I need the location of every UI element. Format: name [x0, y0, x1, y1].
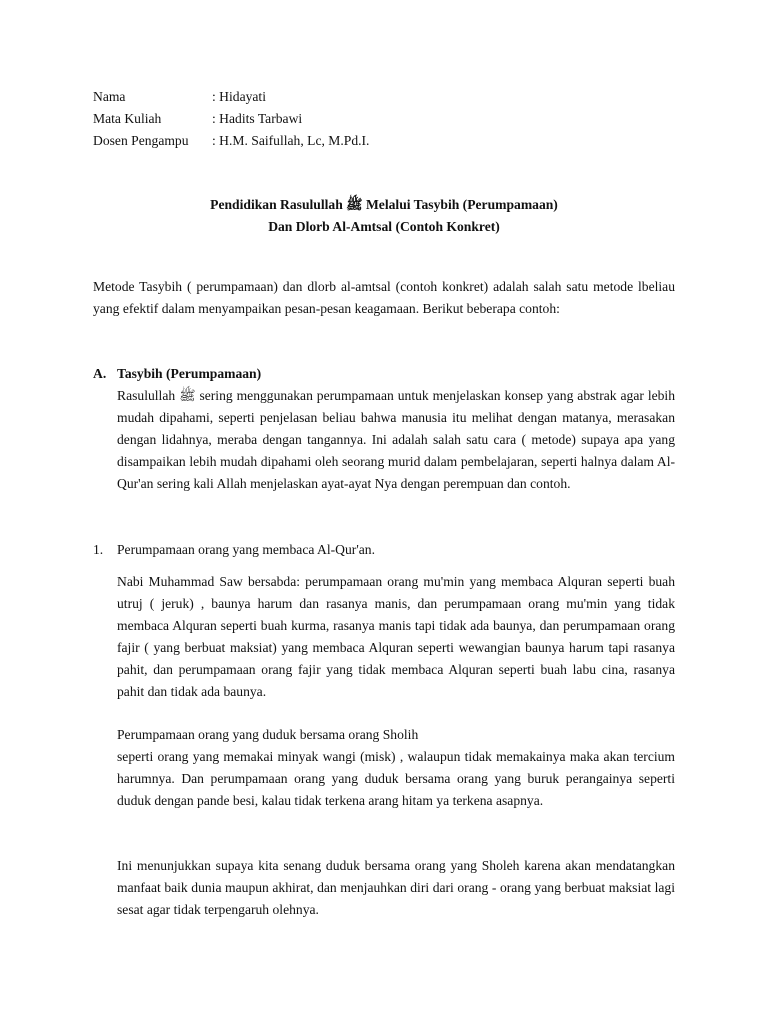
item-1-subheading	[117, 724, 418, 746]
item-marker: 1.	[93, 542, 104, 557]
info-row-mata-kuliah	[93, 108, 369, 130]
info-value: : Hadits Tarbawi	[212, 111, 303, 126]
info-label: Nama	[93, 89, 126, 104]
section-marker: A.	[93, 366, 107, 381]
item-1-paragraph-2	[117, 746, 675, 812]
info-value: : Hidayati	[212, 89, 266, 104]
section-title: Tasybih (Perumpamaan)	[117, 366, 262, 381]
student-info	[93, 86, 369, 152]
subheading-text: Perumpamaan orang yang duduk bersama orang Sholih	[117, 727, 419, 742]
paragraph-text: Nabi Muhammad Saw bersabda: perumpamaan orang mu'min yang membaca Alquran seperti buah utruj ( jeruk) , baunya harum dan rasanya manis, dan perumpamaan orang mu'min yang tidak membaca Alquran seperti buah kurma, rasanya manis tapi tidak ada baunya, dan perumpamaan orang fajir ( yang berbuat maksiat) yang membaca Alquran seperti wewangian baunya harum tapi rasanya pahit, dan perumpamaan orang fajir yang tidak membaca Alquran seperti buah labu cina, rasanya pahit dan tidak ada baunya.	[117, 574, 675, 699]
item-1-heading	[93, 539, 375, 561]
item-1-paragraph-3	[117, 855, 675, 921]
item-title: Perumpamaan orang yang membaca Al-Qur'an.	[117, 542, 375, 557]
intro-text: Metode Tasybih ( perumpamaan) dan dlorb al-amtsal (contoh konkret) adalah salah satu metode lbeliau yang efektif dalam menyampaikan pesan-pesan keagamaan. Berikut beberapa contoh:	[93, 279, 675, 316]
section-a-text: Rasulullah ﷺ sering menggunakan perumpamaan untuk menjelaskan konsep yang abstrak agar lebih mudah dipahami, seperti penjelasan beliau bahwa manusia itu melihat dengan matanya, merasakan dengan lidahnya, meraba dengan tangannya. Ini adalah salah satu cara ( metode) supaya apa yang disampaikan lebih mudah dipahami oleh seorang murid dalam pembelajaran, seperti halnya dalam Al-Qur'an sering kali Allah menjelaskan ayat-ayat Nya dengan perempuan dan contoh.	[117, 388, 676, 491]
title-line-2: Dan Dlorb Al-Amtsal (Contoh Konkret)	[268, 219, 500, 234]
paragraph-text: seperti orang yang memakai minyak wangi (misk) , walaupun tidak memakainya maka akan tercium harumnya. Dan perumpamaan orang yang duduk bersama orang yang buruk perangainya seperti duduk dengan pande besi, kalau tidak terkena arang hitam ya terkena asapnya.	[117, 749, 675, 808]
section-a-body	[117, 385, 675, 495]
paragraph-text: Ini menunjukkan supaya kita senang duduk bersama orang yang Sholeh karena akan mendatangkan manfaat baik dunia maupun akhirat, dan menjauhkan diri dari orang - orang yang berbuat maksiat lagi sesat agar tidak terpengaruh olehnya.	[117, 858, 675, 917]
intro-paragraph	[93, 276, 675, 320]
document-title	[93, 194, 675, 238]
info-label: Mata Kuliah	[93, 111, 162, 126]
title-line-1: Pendidikan Rasulullah ﷺ Melalui Tasybih (Perumpamaan)	[210, 197, 558, 212]
info-value: : H.M. Saifullah, Lc, M.Pd.I.	[212, 133, 370, 148]
info-label: Dosen Pengampu	[93, 133, 189, 148]
item-1-paragraph-1	[117, 571, 675, 703]
info-row-nama	[93, 86, 369, 108]
section-a-heading	[93, 363, 261, 385]
info-row-dosen	[93, 130, 369, 152]
